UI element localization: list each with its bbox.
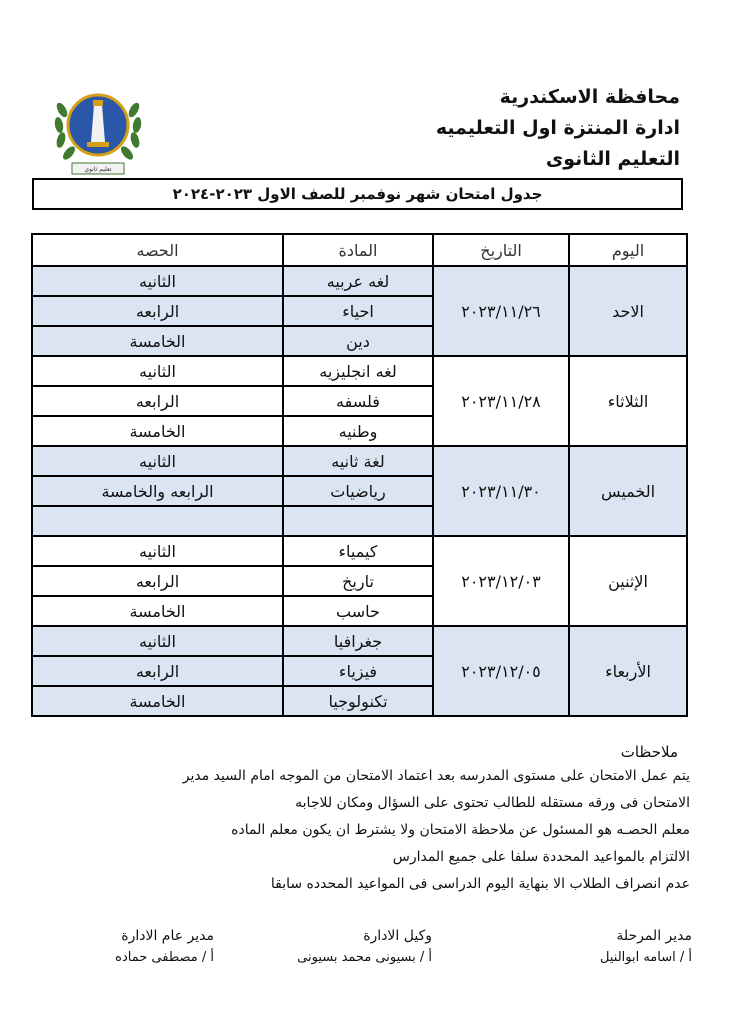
table-row: [32, 446, 687, 476]
subject-cell: لغة ثانيه: [283, 446, 433, 476]
header-date: التاريخ: [433, 234, 569, 266]
day-cell: الثلاثاء: [569, 356, 687, 446]
period-cell: الرابعه والخامسة: [32, 476, 283, 506]
school-emblem-logo: [52, 80, 144, 180]
day-cell: الاحد: [569, 266, 687, 356]
signature-name: أ / مصطفى حماده: [115, 950, 214, 965]
period-cell: الثانيه: [32, 626, 283, 656]
date-cell: ٢٠٢٣/١١/٢٨: [433, 356, 569, 446]
period-cell: الثانيه: [32, 536, 283, 566]
subject-cell: تكنولوجيا: [283, 686, 433, 716]
table-header-row: [32, 234, 687, 266]
header: [320, 82, 680, 175]
note-line: معلم الحصـه هو المسئول عن ملاحظة الامتحان ولا يشترط ان يكون معلم الماده: [231, 822, 690, 838]
signature-title: مدير المرحلة: [616, 928, 692, 944]
subject-cell: لغه انجليزيه: [283, 356, 433, 386]
notes-section: [50, 743, 690, 898]
governorate-title: محافظة الاسكندرية: [499, 86, 680, 108]
signature-title: وكيل الادارة: [363, 928, 432, 944]
day-cell: الخميس: [569, 446, 687, 536]
signature-deputy: [297, 928, 432, 965]
date-cell: ٢٠٢٣/١١/٣٠: [433, 446, 569, 536]
date-cell: ٢٠٢٣/١٢/٠٥: [433, 626, 569, 716]
header-period: الحصه: [32, 234, 283, 266]
subject-cell: وطنيه: [283, 416, 433, 446]
subject-cell: [283, 506, 433, 536]
header-subject: المادة: [283, 234, 433, 266]
table-row: [32, 266, 687, 296]
exam-schedule-table: [31, 233, 688, 717]
subject-cell: لغه عربيه: [283, 266, 433, 296]
date-cell: ٢٠٢٣/١١/٢٦: [433, 266, 569, 356]
period-cell: الخامسة: [32, 416, 283, 446]
period-cell: الثانيه: [32, 266, 283, 296]
subject-cell: احياء: [283, 296, 433, 326]
subject-cell: جغرافيا: [283, 626, 433, 656]
period-cell: الثانيه: [32, 356, 283, 386]
subject-cell: رياضيات: [283, 476, 433, 506]
period-cell: الخامسة: [32, 596, 283, 626]
subject-cell: فلسفه: [283, 386, 433, 416]
day-cell: الأربعاء: [569, 626, 687, 716]
table-row: [32, 626, 687, 656]
signature-stage-director: [600, 928, 692, 965]
subject-cell: دين: [283, 326, 433, 356]
table-row: [32, 356, 687, 386]
signature-general-director: [115, 928, 214, 965]
subject-cell: حاسب: [283, 596, 433, 626]
day-cell: الإثنين: [569, 536, 687, 626]
stage-title: التعليم الثانوى: [545, 148, 680, 170]
period-cell: الرابعه: [32, 386, 283, 416]
note-line: عدم انصراف الطلاب الا بنهاية اليوم الدراسى فى المواعيد المحدده سابقا: [270, 876, 690, 892]
administration-title: ادارة المنتزة اول التعليميه: [435, 117, 680, 139]
subject-cell: كيمياء: [283, 536, 433, 566]
period-cell: الخامسة: [32, 326, 283, 356]
schedule-title: جدول امتحان شهر نوفمبر للصف الاول ٢٠٢٣-٢٠٢٤: [32, 178, 683, 210]
note-line: الالتزام بالمواعيد المحددة سلفا على جميع المدارس: [392, 849, 690, 865]
period-cell: الخامسة: [32, 686, 283, 716]
subject-cell: فيزياء: [283, 656, 433, 686]
note-line: يتم عمل الامتحان على مستوى المدرسه بعد اعتماد الامتحان من الموجه امام السيد مدير: [182, 768, 690, 784]
signature-name: أ / اسامه ابوالنيل: [600, 950, 692, 965]
date-cell: ٢٠٢٣/١٢/٠٣: [433, 536, 569, 626]
period-cell: [32, 506, 283, 536]
subject-cell: تاريخ: [283, 566, 433, 596]
period-cell: الرابعه: [32, 296, 283, 326]
signature-title: مدير عام الادارة: [121, 928, 214, 944]
period-cell: الرابعه: [32, 656, 283, 686]
table-row: [32, 536, 687, 566]
notes-title: ملاحظات: [620, 743, 678, 761]
header-day: اليوم: [569, 234, 687, 266]
note-line: الامتحان فى ورقه مستقله للطالب تحتوى على السؤال ومكان للاجابه: [295, 795, 690, 811]
period-cell: الثانيه: [32, 446, 283, 476]
logo-caption: تعليم ثانوي: [84, 166, 112, 173]
signature-name: أ / بسيونى محمد بسيونى: [297, 950, 432, 965]
period-cell: الرابعه: [32, 566, 283, 596]
